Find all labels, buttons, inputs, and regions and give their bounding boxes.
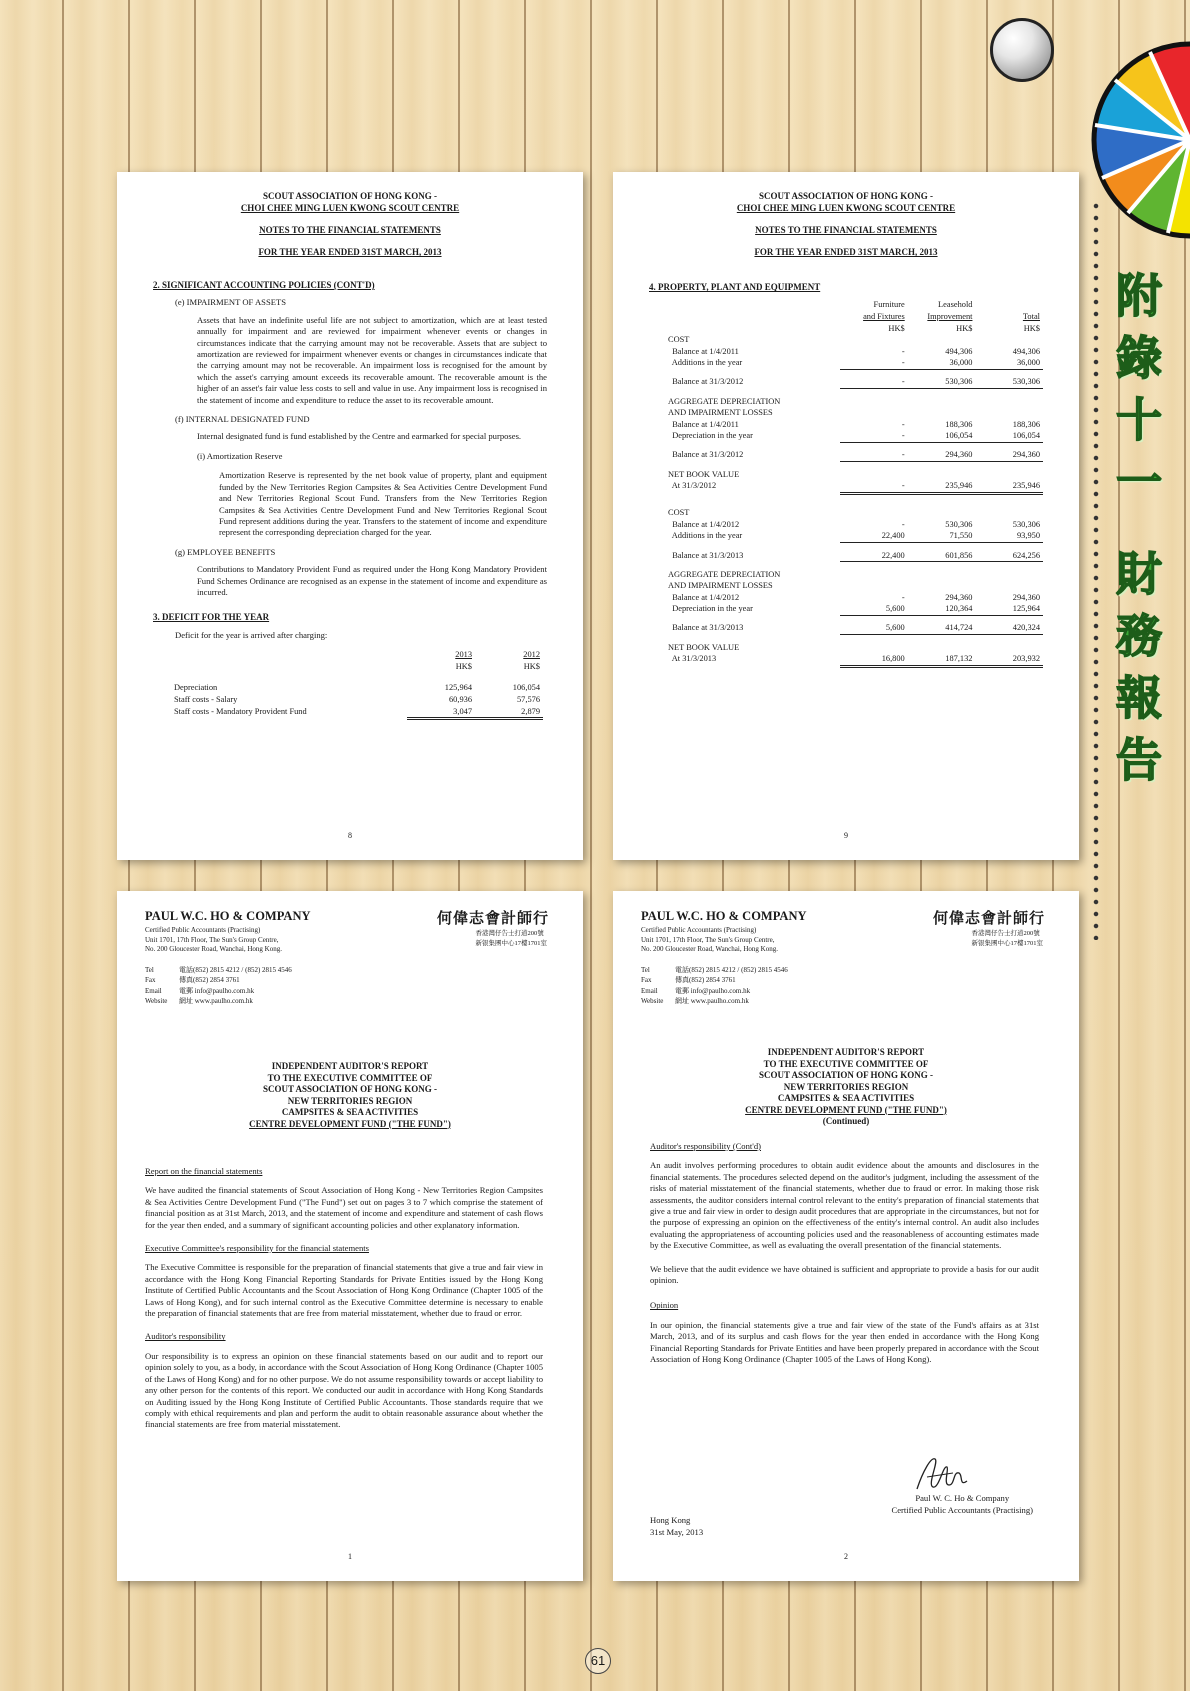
table-row bbox=[665, 615, 1043, 622]
cell bbox=[975, 580, 1043, 592]
cell bbox=[975, 569, 1043, 581]
table-row bbox=[665, 603, 1043, 615]
table-row bbox=[665, 562, 1043, 569]
firm-address: Certified Public Accountants (Practising) Unit 1701, 17th Floor, The Sun's Group Centre, No. 200 Gloucester Road, Wanchai, Hong Kong. bbox=[641, 926, 778, 953]
report-title: INDEPENDENT AUDITOR'S REPORT TO THE EXECUTIVE COMMITTEE OF SCOUT ASSOCIATION OF HONG KONG - NEW TERRITORIES REGION CAMPSITES & SEA ACTIVITIES CENTRE DEVELOPMENT FUND ("THE FUND") (Continued) bbox=[745, 1047, 947, 1126]
cell: 93,950 bbox=[975, 530, 1043, 542]
row-label: Balance at 1/4/2012 bbox=[668, 519, 740, 529]
row-label: AGGREGATE DEPRECIATION bbox=[668, 396, 781, 406]
cell bbox=[975, 462, 1043, 469]
firm-address: Certified Public Accountants (Practising) Unit 1701, 17th Floor, The Sun's Group Centre, No. 200 Gloucester Road, Wanchai, Hong Kong. bbox=[145, 926, 282, 953]
row-label bbox=[665, 369, 840, 376]
cell bbox=[840, 442, 908, 449]
row-label: Depreciation in the year bbox=[668, 431, 753, 441]
cell bbox=[975, 500, 1043, 507]
decorative-ball bbox=[990, 18, 1054, 82]
cell: 294,360 bbox=[975, 449, 1043, 461]
row-label: Depreciation in the year bbox=[668, 604, 753, 614]
cell: 601,856 bbox=[908, 550, 976, 562]
notes-title: NOTES TO THE FINANCIAL STATEMENTS bbox=[259, 225, 441, 235]
tab-spacer bbox=[1111, 513, 1167, 543]
table-row bbox=[665, 480, 1043, 493]
cell bbox=[840, 493, 908, 500]
section-heading: Report on the financial statements bbox=[145, 1166, 263, 1176]
row-label: Balance at 1/4/2011 bbox=[668, 419, 739, 429]
table-row bbox=[665, 569, 1043, 581]
row-label: Additions in the year bbox=[668, 358, 743, 368]
cell bbox=[908, 334, 976, 346]
row-label bbox=[665, 442, 840, 449]
section-heading: Auditor's responsibility bbox=[145, 1331, 226, 1342]
row-label: At 31/3/2013 bbox=[668, 654, 717, 664]
row-label bbox=[665, 615, 840, 622]
paragraph: The Executive Committee is responsible for the preparation of financial statements that give a true and fair view in accordance with the Hong Kong Financial Reporting Standards for Private Entities issued by the Hong Kong Institute of Certified Public Accountants and the Scout Association of Hong Kong Ordinance (Chapter 1005 of the Laws of Hong Kong), and for such internal control as the Executive Committee determine is necessary to enable the preparation of financial statements that are free from material misstatement, whether due to fraud or error. bbox=[145, 1262, 543, 1319]
tab-char: 錄 bbox=[1116, 331, 1162, 385]
table-row bbox=[665, 519, 1043, 531]
table-row bbox=[171, 682, 543, 694]
cell bbox=[840, 469, 908, 481]
cell bbox=[908, 580, 976, 592]
cell bbox=[908, 500, 976, 507]
cell bbox=[975, 334, 1043, 346]
cell: 36,000 bbox=[908, 357, 976, 369]
row-label: COST bbox=[668, 335, 690, 345]
cell: 203,932 bbox=[975, 653, 1043, 666]
table-row bbox=[665, 493, 1043, 500]
table-row bbox=[665, 449, 1043, 461]
table-row bbox=[665, 334, 1043, 346]
cell: 22,400 bbox=[840, 530, 908, 542]
cell: 3,047 bbox=[407, 706, 475, 719]
col-header: 2013 bbox=[455, 650, 472, 660]
cell bbox=[975, 493, 1043, 500]
table-row bbox=[665, 550, 1043, 562]
cell bbox=[840, 635, 908, 642]
place-date: Hong Kong 31st May, 2013 bbox=[650, 1515, 704, 1537]
firm-name: PAUL W.C. HO & COMPANY bbox=[145, 909, 311, 923]
cell: 5,600 bbox=[840, 622, 908, 634]
deficit-table bbox=[171, 649, 543, 720]
cell: 294,360 bbox=[908, 449, 976, 461]
cell bbox=[975, 635, 1043, 642]
cell: - bbox=[901, 519, 905, 529]
section-heading: Executive Committee's responsibility for the financial statements bbox=[145, 1243, 369, 1254]
firm-contact: Tel 電話(852) 2815 4212 / (852) 2815 4546 Fax 傳真(852) 2854 3761 Email 電郵 info@paulho.com.hk Website 網址 www.paulho.com.hk bbox=[641, 966, 788, 1006]
cell bbox=[908, 462, 976, 469]
cell bbox=[908, 442, 976, 449]
row-label: NET BOOK VALUE bbox=[668, 469, 740, 479]
row-label: AGGREGATE DEPRECIATION bbox=[668, 569, 781, 579]
cell bbox=[840, 369, 908, 376]
table-row bbox=[665, 357, 1043, 369]
row-label bbox=[665, 562, 840, 569]
cell bbox=[840, 396, 908, 408]
table-row bbox=[665, 635, 1043, 642]
section-heading: 3. DEFICIT FOR THE YEAR bbox=[153, 612, 270, 623]
signatory-block: Paul W. C. Ho & Company Certified Public Accountants (Practising) bbox=[891, 1493, 1033, 1515]
table-row bbox=[665, 530, 1043, 542]
cell: 188,306 bbox=[945, 419, 973, 429]
row-label: AND IMPAIRMENT LOSSES bbox=[668, 581, 773, 591]
cell bbox=[840, 569, 908, 581]
table-row bbox=[171, 706, 543, 719]
cell: - bbox=[840, 449, 908, 461]
tab-char: 財 bbox=[1116, 547, 1162, 601]
subsection-heading: (f) INTERNAL DESIGNATED FUND bbox=[175, 414, 310, 425]
paragraph: Contributions to Mandatory Provident Fund as required under the Hong Kong Mandatory Provident Fund Schemes Ordinance are recognised as an expense in the statement of income and expenditure as incurred. bbox=[197, 564, 547, 597]
cell: 120,364 bbox=[908, 603, 976, 615]
cell bbox=[840, 507, 908, 519]
cell: 235,946 bbox=[908, 480, 976, 493]
cell bbox=[975, 615, 1043, 622]
cell bbox=[908, 407, 976, 419]
cell: - bbox=[840, 376, 908, 388]
page-header bbox=[117, 190, 583, 258]
tab-char: 告 bbox=[1116, 733, 1162, 787]
notes-body bbox=[153, 280, 547, 720]
cell bbox=[975, 507, 1043, 519]
auditor-report-page-2 bbox=[613, 891, 1079, 1581]
cell: 294,360 bbox=[1012, 592, 1040, 602]
row-label bbox=[665, 500, 840, 507]
row-label: Balance at 31/3/2013 bbox=[668, 550, 744, 560]
table-row bbox=[665, 507, 1043, 519]
table-row bbox=[665, 346, 1043, 358]
cell: 420,324 bbox=[975, 622, 1043, 634]
subsection-heading: (g) EMPLOYEE BENEFITS bbox=[175, 546, 276, 557]
tab-char: 附 bbox=[1116, 269, 1162, 323]
cell: - bbox=[901, 419, 905, 429]
cell bbox=[908, 635, 976, 642]
cell bbox=[975, 642, 1043, 654]
table-row bbox=[665, 543, 1043, 550]
cell: - bbox=[840, 430, 908, 442]
report-title: INDEPENDENT AUDITOR'S REPORT TO THE EXECUTIVE COMMITTEE OF SCOUT ASSOCIATION OF HONG KONG - NEW TERRITORIES REGION CAMPSITES & SEA ACTIVITIES CENTRE DEVELOPMENT FUND ("THE FUND") bbox=[249, 1061, 451, 1129]
centre-name: CHOI CHEE MING LUEN KWONG SCOUT CENTRE bbox=[736, 203, 956, 213]
table-row bbox=[665, 396, 1043, 408]
cell: - bbox=[901, 346, 905, 356]
table-row bbox=[665, 580, 1043, 592]
subsection-heading: (e) IMPAIRMENT OF ASSETS bbox=[175, 297, 287, 308]
cell bbox=[975, 407, 1043, 419]
signature bbox=[913, 1451, 973, 1497]
table-row bbox=[665, 376, 1043, 388]
cell: - bbox=[901, 592, 905, 602]
cell: 530,306 bbox=[1012, 519, 1040, 529]
row-label: NET BOOK VALUE bbox=[668, 642, 740, 652]
row-label: Depreciation bbox=[174, 683, 218, 693]
subsection-heading: (i) Amortization Reserve bbox=[197, 450, 283, 461]
cell bbox=[840, 562, 908, 569]
color-wheel-decoration bbox=[1060, 40, 1190, 240]
notes-page-9 bbox=[613, 172, 1079, 860]
paragraph: Assets that have an indefinite useful life are not subject to amortization, which are at least tested annually for impairment and are reviewed for impairment whenever events or changes in circumstances indicate that the carrying amount may not be recoverable. Assets that are subject to amortization are reviewed for impairment whenever events or changes in circumstances indicate that the carrying amount may not be recoverable. An impairment loss is recognised for the amount by which the asset's carrying amount exceeds its recoverable amount. The recoverable amount is the higher of an asset's fair value less costs to sell and value in use. Any impairment loss is recognised in the statement of income and expenditure to reduce the asset to its recoverable amount. bbox=[197, 314, 547, 405]
cell: 60,936 bbox=[448, 694, 472, 704]
cell bbox=[908, 396, 976, 408]
cell bbox=[908, 493, 976, 500]
paragraph: Deficit for the year is arrived after charging: bbox=[175, 629, 328, 640]
cell: 106,054 bbox=[908, 430, 976, 442]
cell bbox=[840, 500, 908, 507]
report-body bbox=[650, 1141, 1039, 1378]
cell bbox=[908, 507, 976, 519]
cell bbox=[908, 543, 976, 550]
cell bbox=[840, 615, 908, 622]
cell bbox=[975, 562, 1043, 569]
firm-address-chinese: 香港灣仔告士打道200號 新银集團中心17樓1701室 bbox=[475, 930, 547, 947]
table-row bbox=[665, 389, 1043, 396]
report-body bbox=[145, 1166, 543, 1443]
cell: 414,724 bbox=[908, 622, 976, 634]
cell: 624,256 bbox=[975, 550, 1043, 562]
cell bbox=[975, 369, 1043, 376]
col-unit: HK$ bbox=[455, 661, 472, 671]
col-header: Total HK$ bbox=[1022, 312, 1040, 333]
firm-name-chinese: 何偉志會計師行 bbox=[436, 911, 549, 927]
paragraph: In our opinion, the financial statements give a true and fair view of the state of the Fund's affairs as at 31st March, 2013, and of its surplus and cash flows for the year then ended in accordance with the Hong Kong Financial Reporting Standards for Private Entities and have been properly prepared in accordance with the Scout Association of Hong Kong Ordinance (Chapter 1005 of the Laws of Hong Kong). bbox=[650, 1319, 1039, 1365]
row-label bbox=[665, 493, 840, 500]
cell bbox=[840, 407, 908, 419]
row-label: COST bbox=[668, 508, 690, 518]
cell: 106,054 bbox=[512, 683, 540, 693]
table-row bbox=[665, 462, 1043, 469]
table-row bbox=[665, 407, 1043, 419]
cell bbox=[840, 389, 908, 396]
table-row bbox=[171, 694, 543, 706]
org-name: SCOUT ASSOCIATION OF HONG KONG - bbox=[758, 191, 934, 201]
cell bbox=[908, 562, 976, 569]
cell bbox=[840, 543, 908, 550]
row-label: Balance at 31/3/2012 bbox=[668, 450, 744, 460]
tab-char: 報 bbox=[1116, 671, 1162, 725]
notes-title: NOTES TO THE FINANCIAL STATEMENTS bbox=[755, 225, 937, 235]
row-label bbox=[665, 389, 840, 396]
dotted-divider bbox=[1093, 200, 1099, 940]
page-header bbox=[613, 190, 1079, 258]
page-number: 1 bbox=[348, 1552, 352, 1561]
row-label: Additions in the year bbox=[668, 531, 743, 541]
cell bbox=[908, 569, 976, 581]
page-number: 2 bbox=[844, 1552, 848, 1561]
page-number: 8 bbox=[348, 831, 352, 840]
row-label: At 31/3/2012 bbox=[668, 481, 717, 491]
table-row bbox=[665, 419, 1043, 431]
row-label bbox=[665, 462, 840, 469]
cell: 187,132 bbox=[908, 653, 976, 666]
page-number: 9 bbox=[844, 831, 848, 840]
cell bbox=[908, 369, 976, 376]
cell bbox=[840, 334, 908, 346]
tab-char: 一 bbox=[1116, 455, 1162, 509]
col-header: 2012 bbox=[523, 650, 540, 660]
auditor-report-page-1 bbox=[117, 891, 583, 1581]
cell: 2,879 bbox=[475, 706, 543, 719]
row-label: Staff costs - Mandatory Provident Fund bbox=[174, 706, 307, 716]
cell: 235,946 bbox=[975, 480, 1043, 493]
row-label: Balance at 1/4/2012 bbox=[668, 592, 740, 602]
row-label: Balance at 31/3/2013 bbox=[668, 623, 744, 633]
org-name: SCOUT ASSOCIATION OF HONG KONG - bbox=[262, 191, 438, 201]
section-heading: Auditor's responsibility (Cont'd) bbox=[650, 1141, 761, 1151]
paragraph: We have audited the financial statements of Scout Association of Hong Kong - New Territories Region Campsites & Sea Activities Centre Development Fund ("The Fund") set out on pages 3 to 7 which comprise the statement of financial position as at 31st March, 2013, and the statement of income and expenditure and statement of cash flows for the year then ended, and a summary of significant accounting policies and other explanatory information. bbox=[145, 1185, 543, 1230]
col-header: Leasehold Improvement HK$ bbox=[927, 300, 973, 333]
table-row bbox=[665, 500, 1043, 507]
centre-name: CHOI CHEE MING LUEN KWONG SCOUT CENTRE bbox=[240, 203, 460, 213]
ppe-body bbox=[649, 282, 1043, 668]
cell: - bbox=[840, 480, 908, 493]
cell bbox=[975, 469, 1043, 481]
cell: 188,306 bbox=[1012, 419, 1040, 429]
tab-char: 十 bbox=[1116, 393, 1162, 447]
paragraph: Our responsibility is to express an opinion on these financial statements based on our audit and to report our opinion solely to you, as a body, in accordance with the Scout Association of Hong Kong Ordinance (Chapter 1005 of the Laws of Hong Kong) and for no other purpose. We do not assume responsibility towards or accept liability to any other person for the contents of this report. We conducted our audit in accordance with Hong Kong Standards on Auditing issued by the Hong Kong Institute of Certified Public Accountants. Those standards require that we comply with ethical requirements and plan and perform the audit to obtain reasonable assurance about whether the financial statements are free from material misstatement. bbox=[145, 1350, 543, 1430]
row-label bbox=[665, 543, 840, 550]
ppe-table bbox=[665, 299, 1043, 667]
table-row bbox=[665, 592, 1043, 604]
table-row bbox=[665, 642, 1043, 654]
section-title-vertical bbox=[1111, 265, 1167, 791]
table-row bbox=[665, 442, 1043, 449]
paragraph: Amortization Reserve is represented by the net book value of property, plant and equipment funded by the New Territories Region Campsites & Sea Activities Centre Development Fund and New Territories Regional Scout Fund. Transfers from the New Territories Region Campsites & Sea Activities Centre Development Fund and New Territories Regional Scout Fund represent additions during the year. Transfers to the statement of income and expenditure represent the corresponding depreciation charged for the year. bbox=[219, 470, 547, 538]
row-label: Staff costs - Salary bbox=[174, 694, 238, 704]
row-label: AND IMPAIRMENT LOSSES bbox=[668, 408, 773, 418]
cell: 494,306 bbox=[945, 346, 973, 356]
cell bbox=[975, 396, 1043, 408]
page-number-badge: 61 bbox=[585, 1648, 611, 1674]
table-row bbox=[665, 369, 1043, 376]
paragraph: We believe that the audit evidence we have obtained is sufficient and appropriate to provide a basis for our audit opinion. bbox=[650, 1263, 1039, 1286]
row-label bbox=[665, 635, 840, 642]
cell bbox=[908, 469, 976, 481]
paragraph: An audit involves performing procedures to obtain audit evidence about the amounts and disclosures in the financial statements. The procedures selected depend on the auditor's judgment, including the assessment of the risks of material misstatement of the financial statements, whether due to fraud or error. In making those risk assessments, the auditor considers internal control relevant to the entity's preparation of financial statements that give a true and fair view in order to design audit procedures that are appropriate in the circumstances, but not for the purpose of expressing an opinion on the effectiveness of the entity's internal control. An audit also includes evaluating the appropriateness of accounting policies used and the reasonableness of accounting estimates made by the Executive Committee, as well as evaluating the overall presentation of the financial statements. bbox=[650, 1160, 1039, 1251]
paragraph: Internal designated fund is fund established by the Centre and earmarked for special purposes. bbox=[197, 431, 522, 442]
cell bbox=[840, 462, 908, 469]
cell bbox=[840, 642, 908, 654]
row-label: Balance at 1/4/2011 bbox=[668, 346, 739, 356]
cell: 5,600 bbox=[840, 603, 908, 615]
row-label: Balance at 31/3/2012 bbox=[668, 377, 744, 387]
cell: 36,000 bbox=[975, 357, 1043, 369]
cell bbox=[840, 580, 908, 592]
firm-name: PAUL W.C. HO & COMPANY bbox=[641, 909, 807, 923]
table-row bbox=[665, 622, 1043, 634]
cell: 125,964 bbox=[975, 603, 1043, 615]
firm-address-chinese: 香港灣仔告士打道200號 新银集團中心17樓1701室 bbox=[971, 930, 1043, 947]
section-heading: 4. PROPERTY, PLANT AND EQUIPMENT bbox=[649, 282, 821, 292]
cell: 530,306 bbox=[975, 376, 1043, 388]
tab-char: 務 bbox=[1116, 609, 1162, 663]
cell: 294,360 bbox=[945, 592, 973, 602]
table-row bbox=[665, 653, 1043, 666]
cell bbox=[908, 389, 976, 396]
table-row bbox=[665, 469, 1043, 481]
firm-contact: Tel 電話(852) 2815 4212 / (852) 2815 4546 Fax 傳真(852) 2854 3761 Email 電郵 info@paulho.com.hk Website 網址 www.paulho.com.hk bbox=[145, 966, 292, 1006]
cell: 494,306 bbox=[1012, 346, 1040, 356]
cell: 125,964 bbox=[444, 683, 472, 693]
year-ended: FOR THE YEAR ENDED 31ST MARCH, 2013 bbox=[754, 247, 938, 257]
cell: 106,054 bbox=[975, 430, 1043, 442]
cell: 71,550 bbox=[908, 530, 976, 542]
notes-page-8 bbox=[117, 172, 583, 860]
cell: 530,306 bbox=[908, 376, 976, 388]
col-header: Furniture and Fixtures HK$ bbox=[863, 300, 905, 333]
cell bbox=[908, 642, 976, 654]
cell bbox=[975, 389, 1043, 396]
table-row bbox=[665, 430, 1043, 442]
firm-name-chinese: 何偉志會計師行 bbox=[932, 911, 1045, 927]
section-heading: 2. SIGNIFICANT ACCOUNTING POLICIES (CONT'D) bbox=[153, 280, 375, 290]
year-ended: FOR THE YEAR ENDED 31ST MARCH, 2013 bbox=[258, 247, 442, 257]
cell: 22,400 bbox=[840, 550, 908, 562]
cell bbox=[908, 615, 976, 622]
cell: 57,576 bbox=[516, 694, 540, 704]
cell bbox=[975, 543, 1043, 550]
section-heading: Opinion bbox=[650, 1300, 679, 1311]
cell bbox=[975, 442, 1043, 449]
cell: - bbox=[840, 357, 908, 369]
cell: 530,306 bbox=[945, 519, 973, 529]
cell: 16,800 bbox=[840, 653, 908, 666]
col-unit: HK$ bbox=[523, 661, 540, 671]
